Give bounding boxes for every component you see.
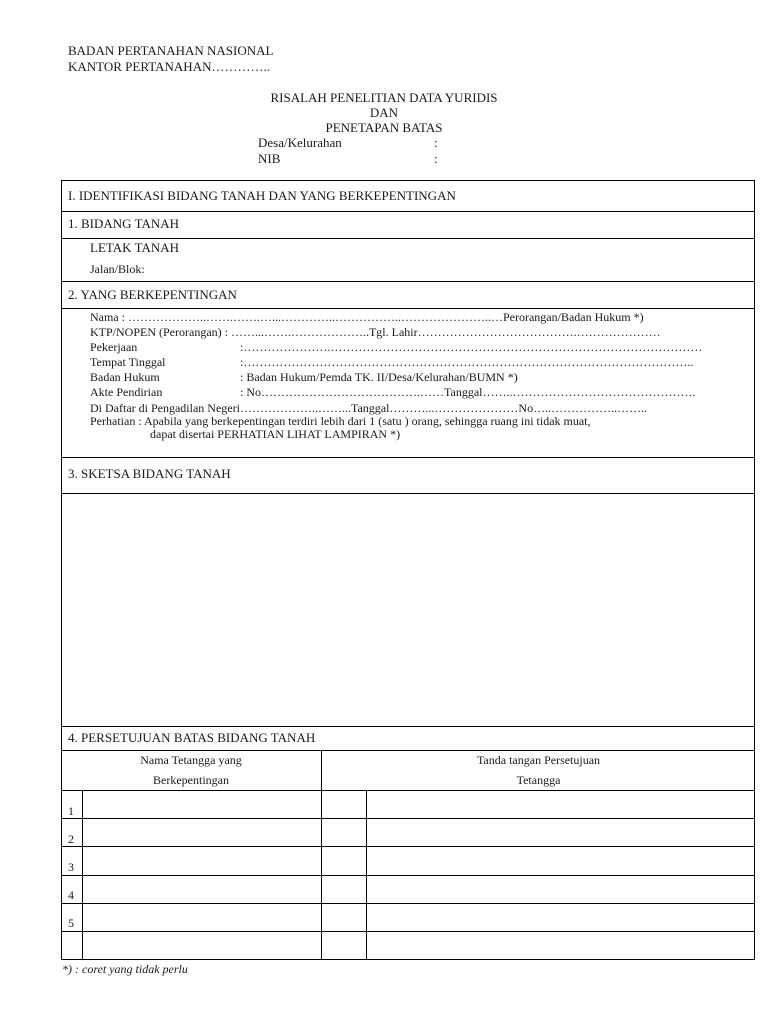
- divider: [61, 238, 755, 239]
- form-title-and: DAN: [369, 105, 399, 120]
- daftar-pengadilan-field[interactable]: Di Daftar di Pengadilan Negeri………………..……...Tanggal………...…………………No…..……………..……..: [90, 401, 648, 415]
- nib-label: NIB: [258, 151, 281, 166]
- ktp-field[interactable]: KTP/NOPEN (Perorangan) : ……...…….………………..Tgl. Lahir………………………………….…………………: [90, 325, 661, 339]
- form-title: RISALAH PENELITIAN DATA YURIDIS: [270, 90, 498, 105]
- table-line: [61, 846, 755, 847]
- row-number: 4: [68, 888, 74, 902]
- bidang-tanah-heading: 1. BIDANG TANAH: [68, 216, 180, 231]
- table-line: [61, 903, 755, 904]
- table-line: [61, 931, 755, 932]
- row-number: 1: [68, 804, 74, 818]
- desa-colon: :: [434, 135, 438, 150]
- agency-name: BADAN PERTANAHAN NASIONAL: [68, 43, 274, 58]
- perhatian-note-line2: dapat disertai PERHATIAN LIHAT LAMPIRAN *): [150, 427, 401, 441]
- office-name: KANTOR PERTANAHAN…………..: [68, 59, 270, 74]
- badan-hukum-field[interactable]: : Badan Hukum/Pemda TK. II/Desa/Kelurahan/BUMN *): [240, 370, 518, 384]
- akte-pendirian-label: Akte Pendirian: [90, 385, 163, 399]
- sketsa-area[interactable]: [62, 494, 754, 725]
- col-tanda-tangan-header-line2: Tetangga: [516, 773, 561, 787]
- persetujuan-batas-heading: 4. PERSETUJUAN BATAS BIDANG TANAH: [68, 730, 316, 745]
- divider: [61, 308, 755, 309]
- table-line: [366, 790, 367, 960]
- divider: [61, 457, 755, 458]
- table-line: [61, 875, 755, 876]
- divider: [61, 726, 755, 727]
- sketsa-heading: 3. SKETSA BIDANG TANAH: [68, 466, 231, 481]
- perhatian-note: Perhatian : Apabila yang berkepentingan terdiri lebih dari 1 (satu ) orang, sehingga ruang ini tidak muat,: [90, 414, 591, 428]
- table-line: [61, 790, 755, 791]
- letak-tanah-label: LETAK TANAH: [90, 240, 180, 255]
- nama-field[interactable]: Nama : ………………..…….…….…...…………..……………..…………………..…Perorangan/Badan Hukum *): [90, 310, 644, 324]
- nib-colon: :: [434, 151, 438, 166]
- pekerjaan-field[interactable]: :………………….…………………………………………………………………………………: [240, 340, 703, 354]
- footnote: *) : coret yang tidak perlu: [62, 962, 188, 976]
- jalan-blok-field[interactable]: Jalan/Blok:: [90, 262, 145, 276]
- akte-pendirian-field[interactable]: : No………………………………….……Tanggal……..……………………………………….: [240, 385, 696, 399]
- divider: [61, 281, 755, 282]
- tempat-tinggal-label: Tempat Tinggal: [90, 355, 166, 369]
- col-nama-tetangga-header-line2: Berkepentingan: [153, 773, 229, 787]
- divider: [61, 750, 755, 751]
- section-identifikasi-heading: I. IDENTIFIKASI BIDANG TANAH DAN YANG BERKEPENTINGAN: [68, 188, 456, 203]
- table-line: [82, 790, 83, 960]
- row-number: 2: [68, 832, 74, 846]
- form-subtitle: PENETAPAN BATAS: [325, 120, 443, 135]
- col-nama-tetangga-header: Nama Tetangga yang: [140, 753, 242, 767]
- col-tanda-tangan-header: Tanda tangan Persetujuan: [476, 753, 601, 767]
- tempat-tinggal-field[interactable]: :…………………………………………………………………………………………………..: [240, 355, 694, 369]
- row-number: 3: [68, 860, 74, 874]
- row-number: 5: [68, 916, 74, 930]
- desa-label: Desa/Kelurahan: [258, 135, 342, 150]
- badan-hukum-label: Badan Hukum: [90, 370, 160, 384]
- divider: [61, 211, 755, 212]
- table-line: [61, 818, 755, 819]
- pekerjaan-label: Pekerjaan: [90, 340, 138, 354]
- yang-berkepentingan-heading: 2. YANG BERKEPENTINGAN: [68, 287, 237, 302]
